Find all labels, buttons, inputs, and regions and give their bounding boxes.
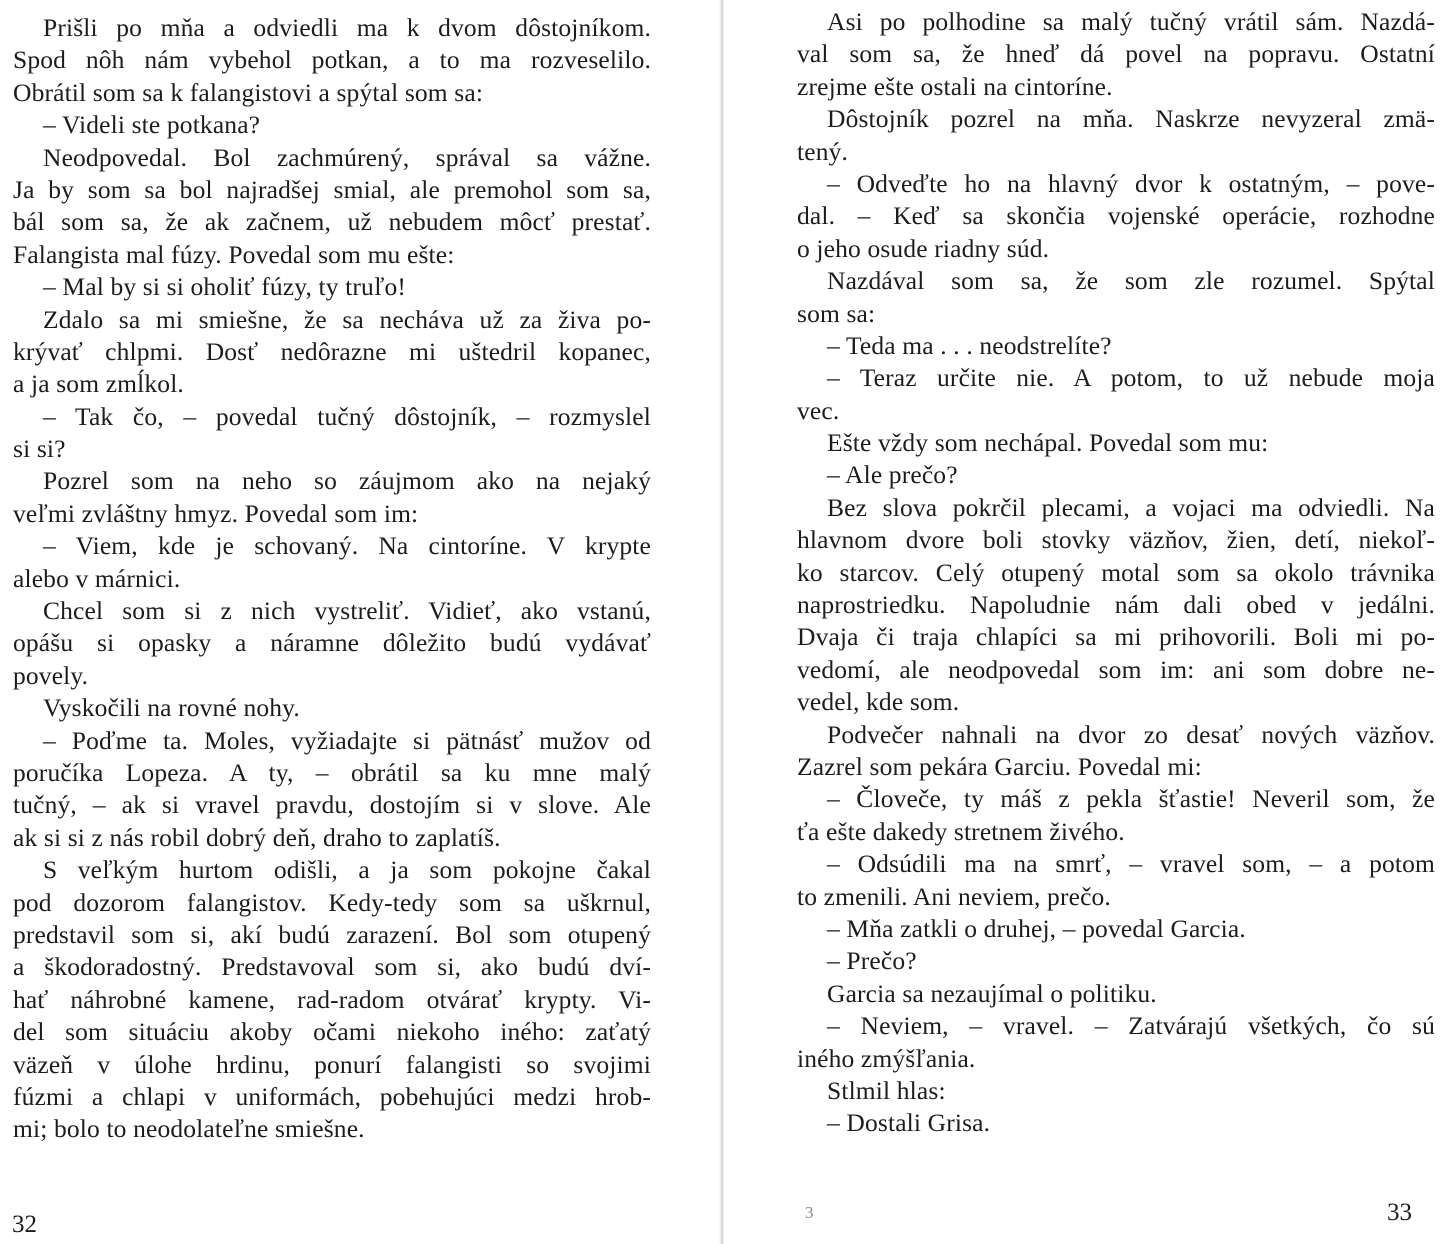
text-line: Podvečer nahnali na dvor zo desať nových väzňov. <box>827 719 1435 749</box>
text-line: fúzmi a chlapi v uniformách, pobehujúci medzi hrob- <box>13 1081 651 1111</box>
text-line: predstavil som si, akí budú zarazení. Bol som otupený <box>13 919 651 949</box>
text-line: vedomí, ale neodpovedal som im: ani som dobre ne- <box>797 654 1435 684</box>
text-line: del som situáciu akoby očami niekoho iného: zaťatý <box>13 1017 651 1047</box>
text-line: vedel, kde som. <box>797 687 960 717</box>
text-line: to zmenili. Ani neviem, prečo. <box>797 881 1111 911</box>
text-line: dal. – Keď sa skončia vojenské operácie, rozhodne <box>797 201 1435 231</box>
text-line: pod dozorom falangistov. Kedy-tedy som sa uškrnul, <box>13 887 651 917</box>
text-line: – Videli ste potkana? <box>43 110 261 140</box>
text-line: a škodoradostný. Predstavoval som si, ako budú dví- <box>13 952 651 982</box>
text-line: iného zmýšľania. <box>797 1043 976 1073</box>
text-line: Ja by som sa bol najradšej smial, ale premohol som sa, <box>13 174 651 204</box>
text-line: – Neviem, – vravel. – Zatvárajú všetkých, čo sú <box>827 1011 1435 1041</box>
text-line: – Poďme ta. Moles, vyžiadajte si pätnásť mužov od <box>43 725 651 755</box>
text-line: – Odsúdili ma na smrť, – vravel som, – a potom <box>827 849 1435 879</box>
text-line: Zdalo sa mi smiešne, že sa necháva už za živa po- <box>43 304 651 334</box>
text-line: Falangista mal fúzy. Povedal som mu ešte: <box>13 239 455 269</box>
text-line: S veľkým hurtom odišli, a ja som pokojne čakal <box>43 855 651 885</box>
right-page <box>722 0 1452 1244</box>
text-line: – Teraz určite nie. A potom, to už nebude moja <box>827 363 1435 393</box>
text-line: som sa: <box>797 298 876 328</box>
text-line: hlavnom dvore boli stovky väzňov, žien, detí, niekoľ- <box>797 525 1435 555</box>
text-line: poručíka Lopeza. A ty, – obrátil sa ku mne malý <box>13 757 651 787</box>
text-line: povely. <box>13 660 89 690</box>
text-line: Chcel som si z nich vystreliť. Vidieť, ako vstanú, <box>43 596 651 626</box>
text-line: Vyskočili na rovné nohy. <box>43 693 300 723</box>
text-line: naprostriedku. Napoludnie nám dali obed v jedálni. <box>797 590 1435 620</box>
text-line: Neodpovedal. Bol zachmúrený, správal sa vážne. <box>43 142 651 172</box>
text-line: – Mal by si si oholiť fúzy, ty truľo! <box>43 272 406 302</box>
left-page-text <box>13 12 651 1146</box>
text-line: – Viem, kde je schovaný. Na cintoríne. V krypte <box>43 531 651 561</box>
text-line: o jeho osude riadny súd. <box>797 233 1050 263</box>
text-line: Dôstojník pozrel na mňa. Naskrze nevyzeral zmä- <box>827 104 1435 134</box>
text-line: Prišli po mňa a odviedli ma k dvom dôstojníkom. <box>43 13 651 42</box>
text-line: tučný, – ak si vravel pravdu, dostojím si v slove. Ale <box>13 790 651 820</box>
text-line: – Ale prečo? <box>827 460 958 490</box>
text-line: a ja som zmĺkol. <box>13 369 184 399</box>
text-line: zrejme ešte ostali na cintoríne. <box>797 71 1113 101</box>
text-line: opášu si opasky a náramne dôležito budú vydávať <box>13 628 651 658</box>
text-line: – Odveďte ho na hlavný dvor k ostatným, – pove- <box>827 168 1435 198</box>
text-line: hať náhrobné kamene, rad-radom otvárať krypty. Vi- <box>13 984 651 1014</box>
text-line: ak si si z nás robil dobrý deň, draho to zaplatíš. <box>13 822 501 852</box>
text-line: – Tak čo, – povedal tučný dôstojník, – rozmyslel <box>43 401 651 431</box>
text-line: Asi po polhodine sa malý tučný vrátil sám. Nazdá- <box>827 7 1435 36</box>
page-number-left: 32 <box>12 1211 37 1238</box>
right-page-text <box>797 6 1435 1140</box>
text-line: bál som sa, že ak začnem, už nebudem môcť prestať. <box>13 207 651 237</box>
text-line: Obrátil som sa k falangistovi a spýtal som sa: <box>13 77 484 107</box>
text-line: Garcia sa nezaujímal o politiku. <box>827 978 1157 1008</box>
text-line: Nazdával som sa, že som zle rozumel. Spýtal <box>827 266 1435 296</box>
text-line: Dvaja či traja chlapíci sa mi prihovorili. Boli mi po- <box>797 622 1435 652</box>
text-line: Zazrel som pekára Garciu. Povedal mi: <box>797 751 1202 781</box>
left-page <box>0 0 722 1244</box>
text-line: veľmi zvláštny hmyz. Povedal som im: <box>13 498 419 528</box>
text-line: Spod nôh nám vybehol potkan, a to ma rozveselilo. <box>13 45 651 75</box>
text-line: – Mňa zatkli o druhej, – povedal Garcia. <box>827 913 1246 943</box>
text-line: – Prečo? <box>827 946 917 976</box>
text-line: si si? <box>13 434 66 464</box>
text-line: ťa ešte dakedy stretnem živého. <box>797 816 1125 846</box>
text-line: vec. <box>797 395 840 425</box>
text-line: krývať chlpmi. Dosť nedôrazne mi uštedril kopanec, <box>13 336 651 366</box>
text-line: ko starcov. Celý otupený motal som sa okolo trávnika <box>797 557 1435 587</box>
text-line: alebo v márnici. <box>13 563 181 593</box>
text-line: val som sa, že hneď dá povel na popravu. Ostatní <box>797 39 1435 69</box>
text-line: – Dostali Grisa. <box>827 1108 991 1138</box>
text-line: Stlmil hlas: <box>827 1075 946 1105</box>
text-line: Ešte vždy som nechápal. Povedal som mu: <box>827 428 1269 458</box>
text-line: väzeň v úlohe hrdinu, ponurí falangisti so svojimi <box>13 1049 651 1079</box>
text-line: – Človeče, ty máš z pekla šťastie! Neveril som, že <box>827 784 1435 814</box>
stray-mark: 3 <box>805 1203 814 1222</box>
text-line: mi; bolo to neodolateľne smiešne. <box>13 1114 365 1144</box>
text-line: – Teda ma . . . neodstrelíte? <box>827 330 1112 360</box>
page-number-right: 33 <box>1387 1199 1412 1226</box>
text-line: Bez slova pokrčil plecami, a vojaci ma odviedli. Na <box>827 492 1435 522</box>
text-line: tený. <box>797 136 849 166</box>
text-line: Pozrel som na neho so záujmom ako na nejaký <box>43 466 651 496</box>
